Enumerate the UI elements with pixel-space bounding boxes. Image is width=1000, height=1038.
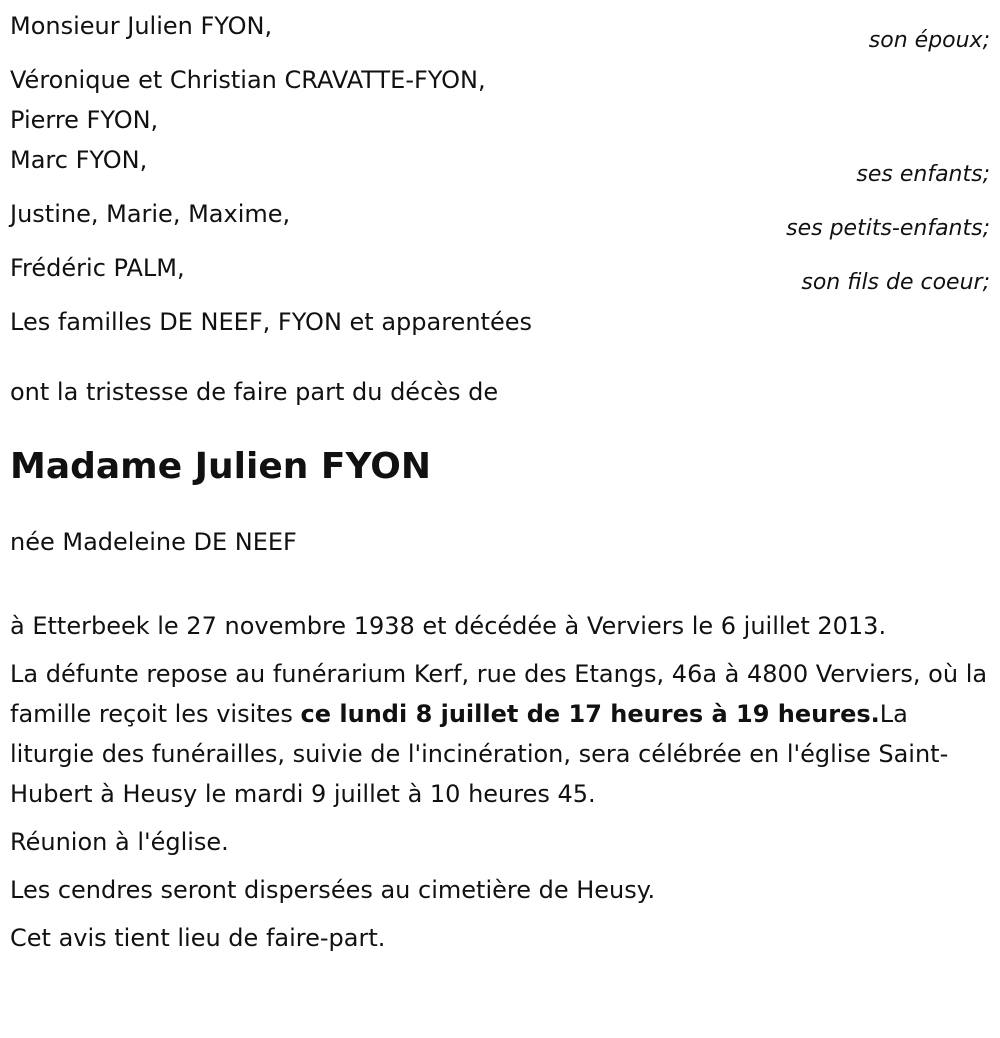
funeral-details [10,654,990,814]
family-role: ses petits-enfants; [786,216,990,241]
family-member-line: Frédéric PALM, [10,254,185,282]
visiting-hours: ce lundi 8 juillet de 17 heures à 19 heures. [300,700,880,728]
family-member-line: Véronique et Christian CRAVATTE-FYON, [10,66,486,94]
family-group-grandchildren [10,194,990,240]
deceased-name: Madame Julien FYON [10,446,432,487]
families-line: Les familles DE NEEF, FYON et apparentées [10,308,532,336]
maiden-name: née Madeleine DE NEEF [10,528,297,556]
family-group-spouse [10,6,990,52]
closing-text: Cet avis tient lieu de faire-part. [10,924,386,952]
family-member-line: Marc FYON, [10,146,148,174]
family-member-line: Monsieur Julien FYON, [10,12,273,40]
birth-death-text: à Etterbeek le 27 novembre 1938 et décédée à Verviers le 6 juillet 2013. [10,612,887,640]
ashes-text: Les cendres seront dispersées au cimetière de Heusy. [10,876,656,904]
obituary-notice [10,6,990,958]
funeral-text-part2: La liturgie des funérailles, suivie de l'incinération, sera célébrée en l'église Saint-Hubert à Heusy le mardi 9 juillet à 10 heures 45. [10,700,949,808]
family-role: ses enfants; [856,162,990,187]
announcement-text: ont la tristesse de faire part du décès de [10,378,499,406]
family-role: son fils de coeur; [801,270,990,295]
meeting-text: Réunion à l'église. [10,828,229,856]
family-member-line: Pierre FYON, [10,106,159,134]
funeral-text-part1: La défunte repose au funérarium Kerf, rue des Etangs, 46a à 4800 Verviers, où la famille reçoit les visites [10,660,988,728]
family-role: son époux; [868,28,990,53]
family-member-line: Justine, Marie, Maxime, [10,200,291,228]
family-group-children [10,60,990,186]
family-group-stepson [10,248,990,294]
